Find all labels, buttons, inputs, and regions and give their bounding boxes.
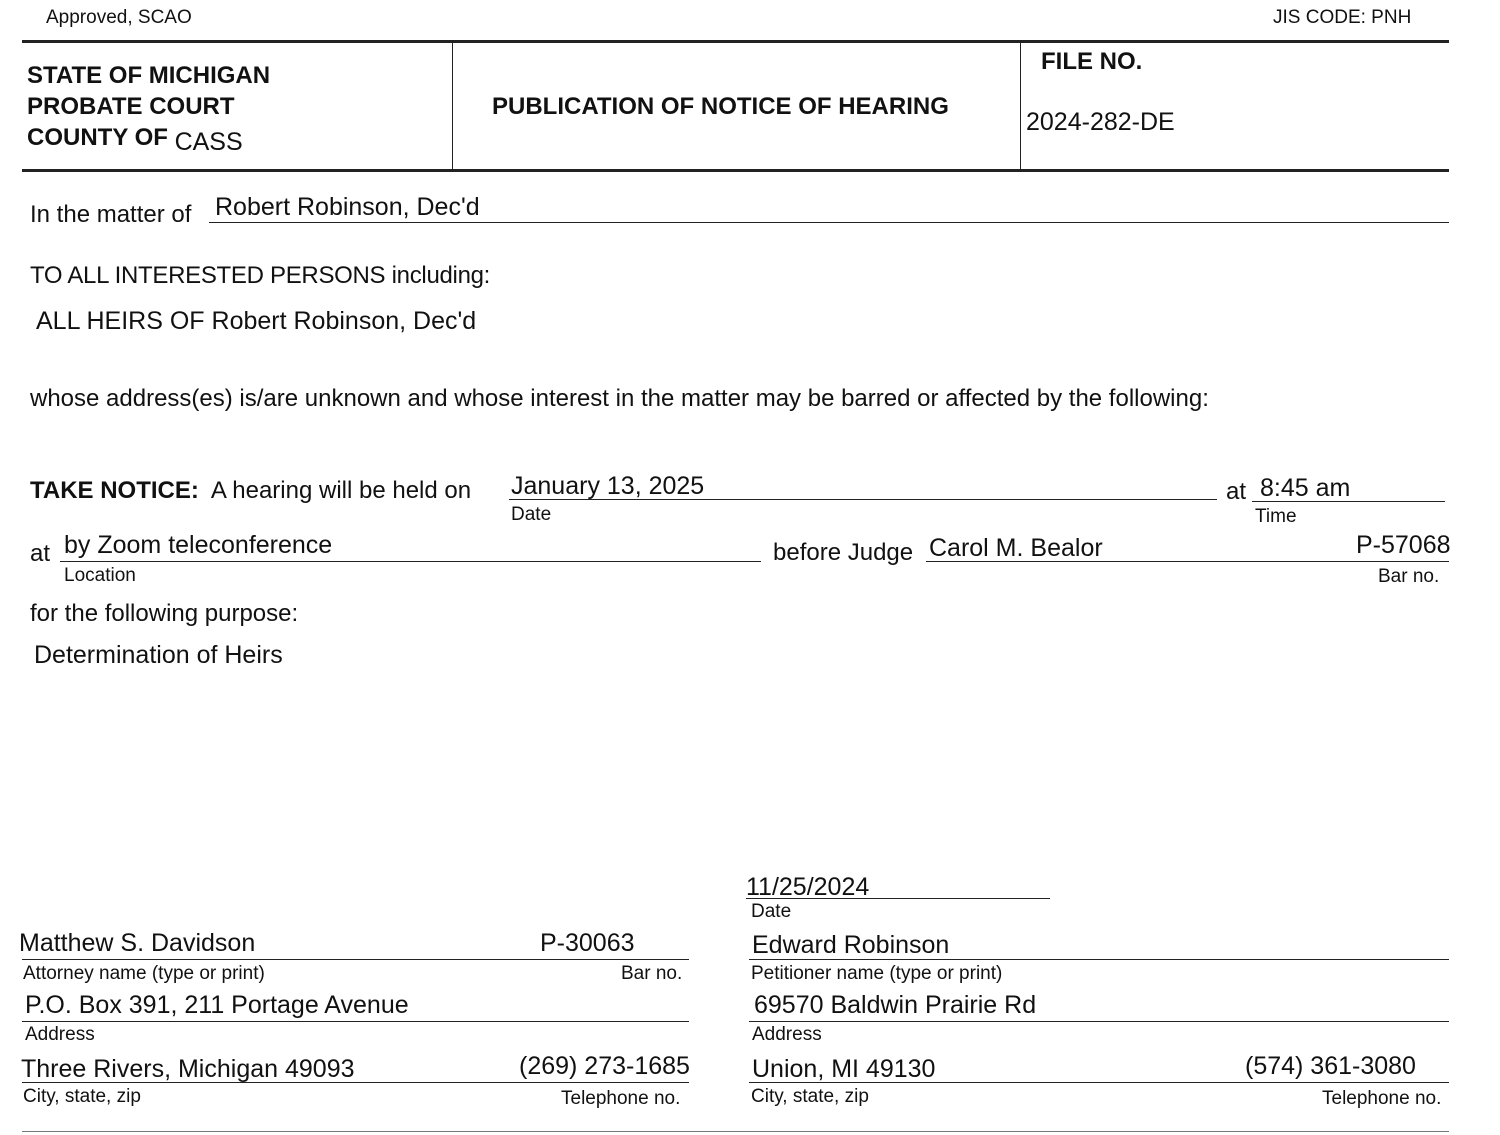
matter-rule [209,222,1449,223]
attorney-name-rule [22,959,689,960]
header-top-rule [22,40,1449,43]
petitioner-city: Union, MI 49130 [752,1055,936,1083]
signature-date-label: Date [751,901,792,922]
signature-date: 11/25/2024 [746,873,870,901]
before-judge-label: before Judge [773,539,914,566]
header-divider-2 [1020,41,1021,170]
attorney-address-label: Address [25,1024,95,1045]
petitioner-name-label: Petitioner name (type or print) [751,963,1003,984]
judge-bar-no: P-57068 [1356,531,1451,559]
address-clause: whose address(es) is/are unknown and whose interest in the matter may be barred or affected by the following: [30,385,1209,412]
form-title: PUBLICATION OF NOTICE OF HEARING [492,93,949,120]
attorney-phone-label: Telephone no. [561,1088,681,1109]
judge-bar-label: Bar no. [1378,566,1440,587]
court-block [27,60,271,156]
court-line-court: PROBATE COURT [27,93,235,120]
hearing-time: 8:45 am [1260,474,1351,502]
attorney-bar-label: Bar no. [621,963,683,984]
attorney-city-label: City, state, zip [23,1086,141,1107]
matter-label: In the matter of [30,201,192,228]
date-label: Date [511,504,552,525]
petitioner-city-rule [749,1082,1449,1083]
interested-value: ALL HEIRS OF Robert Robinson, Dec'd [36,307,477,335]
date-rule [509,499,1217,500]
attorney-bar-no: P-30063 [540,929,635,957]
matter-value: Robert Robinson, Dec'd [215,193,480,221]
petitioner-phone: (574) 361-3080 [1245,1052,1416,1080]
county-label: COUNTY OF [27,124,168,151]
at-location-label: at [30,540,51,567]
attorney-address: P.O. Box 391, 211 Portage Avenue [25,991,409,1019]
take-notice-label: TAKE NOTICE: [30,477,199,504]
attorney-phone: (269) 273-1685 [519,1052,690,1080]
county-value: CASS [174,128,243,156]
attorney-name: Matthew S. Davidson [19,929,256,957]
location-value: by Zoom teleconference [64,531,333,559]
location-label: Location [64,565,136,586]
purpose-value: Determination of Heirs [34,641,283,669]
petitioner-address-label: Address [752,1024,822,1045]
attorney-city: Three Rivers, Michigan 49093 [21,1055,355,1083]
court-line-state: STATE OF MICHIGAN [27,62,271,89]
at-time-label: at [1226,478,1247,505]
file-no-label: FILE NO. [1041,48,1143,75]
purpose-label: for the following purpose: [30,600,299,627]
hearing-date: January 13, 2025 [511,472,705,500]
attorney-name-label: Attorney name (type or print) [23,963,265,984]
location-rule [60,561,761,562]
interested-label: TO ALL INTERESTED PERSONS including: [30,262,491,289]
time-label: Time [1255,506,1297,527]
attorney-address-rule [22,1021,689,1022]
court-line-county [27,122,270,156]
attorney-city-rule [22,1082,689,1083]
page-bottom-rule [22,1131,1449,1132]
hearing-text: A hearing will be held on [210,477,472,504]
judge-name: Carol M. Bealor [929,534,1103,562]
time-rule [1252,501,1445,502]
file-no-value: 2024-282-DE [1026,108,1175,136]
header-bottom-rule [22,169,1449,172]
judge-rule [926,561,1449,562]
petitioner-city-label: City, state, zip [751,1086,869,1107]
petitioner-name-rule [749,959,1449,960]
petitioner-address-rule [749,1021,1449,1022]
petitioner-address: 69570 Baldwin Prairie Rd [754,991,1037,1019]
petitioner-name: Edward Robinson [752,931,950,959]
approved-text: Approved, SCAO [46,7,192,28]
take-notice-line [30,477,471,505]
signature-date-rule [746,898,1050,899]
petitioner-phone-label: Telephone no. [1322,1088,1442,1109]
jis-code: JIS CODE: PNH [1273,7,1412,28]
header-divider-1 [452,41,453,170]
